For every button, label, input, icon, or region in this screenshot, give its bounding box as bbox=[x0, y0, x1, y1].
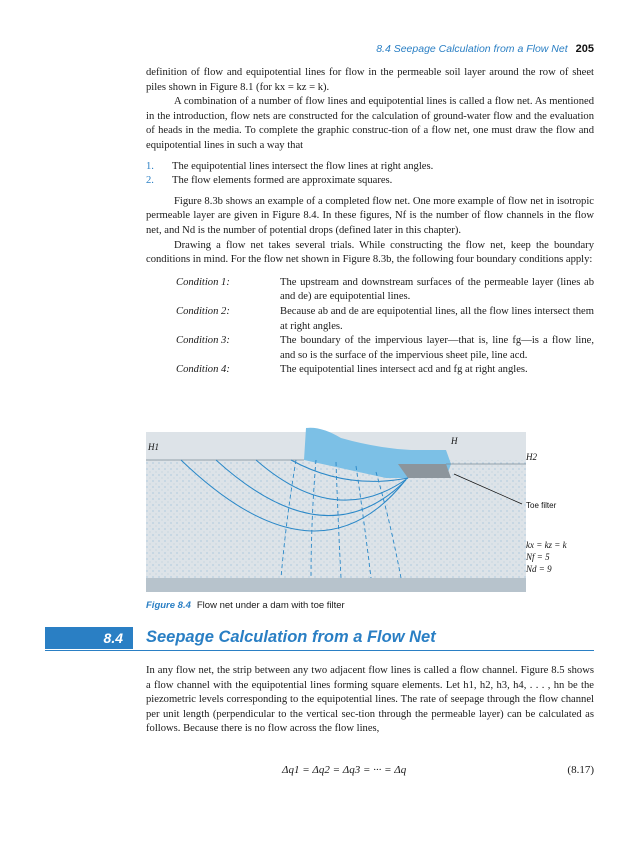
list-text: The equipotential lines intersect the flow lines at right angles. bbox=[172, 160, 434, 172]
label-h2: H2 bbox=[526, 452, 537, 462]
page-number: 205 bbox=[575, 43, 594, 55]
paragraph-1: definition of flow and equipotential lines for flow in the permeable soil layer around the row of sheet piles shown in Figure 8.1 (for kx = kz = k). bbox=[146, 67, 594, 93]
label-k: kx = kz = k bbox=[526, 540, 567, 550]
section-rule bbox=[45, 650, 594, 651]
section-text bbox=[146, 664, 594, 737]
equation-text: Δq1 = Δq2 = Δq3 = ··· = Δq bbox=[282, 764, 407, 776]
condition-list bbox=[146, 160, 594, 189]
running-title: 8.4 Seepage Calculation from a Flow Net bbox=[376, 43, 568, 55]
condition-row bbox=[146, 276, 594, 305]
equation-number: (8.17) bbox=[567, 764, 594, 776]
impervious-layer bbox=[146, 578, 526, 592]
caption-number: Figure 8.4 bbox=[146, 600, 191, 611]
condition-row bbox=[146, 363, 594, 378]
section-title: Seepage Calculation from a Flow Net bbox=[146, 628, 436, 646]
label-toe-filter: Toe filter bbox=[526, 501, 557, 510]
label-nd: Nd = 9 bbox=[526, 564, 552, 574]
list-number: 1. bbox=[146, 160, 154, 172]
list-item bbox=[146, 160, 594, 175]
intro-text bbox=[146, 66, 594, 378]
condition-label: Condition 4: bbox=[176, 364, 230, 376]
list-item bbox=[146, 174, 594, 189]
flow-net-figure bbox=[146, 420, 594, 600]
condition-row bbox=[146, 334, 594, 363]
condition-row bbox=[146, 305, 594, 334]
condition-text: The upstream and downstream surfaces of the permeable layer (lines ab and de) are equipotential lines. bbox=[280, 276, 594, 303]
condition-text: Because ab and de are equipotential lines, all the flow lines intersect them at right angles. bbox=[280, 305, 594, 332]
list-text: The flow elements formed are approximate squares. bbox=[172, 175, 393, 187]
condition-label: Condition 3: bbox=[176, 335, 230, 347]
label-nf: Nf = 5 bbox=[526, 552, 550, 562]
label-h1: H1 bbox=[148, 442, 159, 452]
paragraph-4: Drawing a flow net takes several trials. While constructing the flow net, keep the boundary conditions in mind. For the flow net shown in Figure 8.3b, the following four boundary conditions apply: bbox=[146, 239, 594, 266]
condition-label: Condition 1: bbox=[176, 276, 230, 288]
condition-text: The boundary of the impervious layer—that is, line fg—is a flow line, and so is the surface of the impervious sheet pile, line acd. bbox=[280, 335, 594, 361]
caption-text: Flow net under a dam with toe filter bbox=[196, 600, 345, 611]
section-number: 8.4 bbox=[45, 627, 133, 649]
list-number: 2. bbox=[146, 175, 154, 187]
boundary-conditions bbox=[146, 276, 594, 378]
label-h: H bbox=[451, 436, 458, 446]
figure-caption bbox=[146, 600, 345, 611]
paragraph-3: Figure 8.3b shows an example of a completed flow net. One more example of flow net in isotropic permeable layer are given in Figure 8.4. In these figures, Nf is the number of flow channels in the flow net, and Nd is the number of potential drops (defined later in this chapter). bbox=[146, 195, 594, 236]
condition-label: Condition 2: bbox=[176, 305, 230, 317]
section-paragraph: In any flow net, the strip between any two adjacent flow lines is called a flow channel. Figure 8.5 shows a flow channel with the equipotential lines forming square elements. Let h1, h2, h3, h4, . . . , hn be the piezometric levels corresponding to the equipotential lines. The rate of seepage through the flow channel per unit length (perpendicular to the vertical sec-tion through the permeable layer) can be calculated as follows. Because there is no flow across the flow lines, bbox=[146, 665, 594, 735]
condition-text: The equipotential lines intersect acd and fg at right angles. bbox=[280, 364, 528, 376]
running-header bbox=[376, 43, 594, 55]
paragraph-2: A combination of a number of flow lines and equipotential lines is called a flow net. As mentioned in the introduction, flow nets are constructed for the calculation of ground-water flow and the evaluation of heads in the media. To complete the graphic construc-tion of a flow net, one must draw the flow and equipotential lines in such a way that bbox=[146, 96, 594, 151]
